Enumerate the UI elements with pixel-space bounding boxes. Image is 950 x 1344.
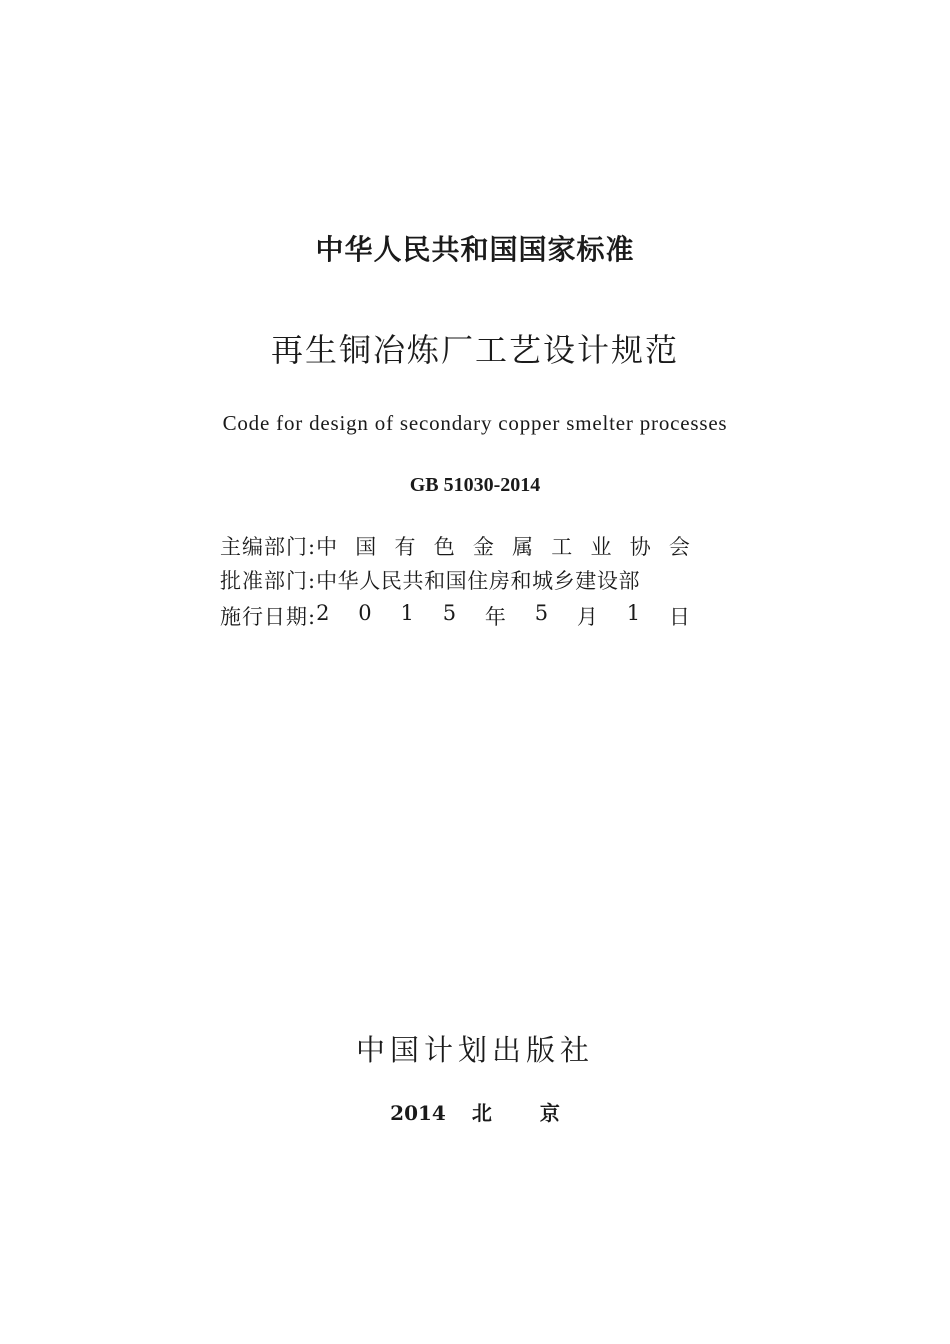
editor-char: 色: [433, 535, 455, 559]
chief-editor-row: [220, 529, 690, 563]
effective-date-label: 施行日期:: [220, 605, 317, 629]
editor-char: 国: [355, 535, 377, 559]
editor-char: 有: [394, 535, 416, 559]
publication-city-char: 京: [539, 1101, 560, 1125]
standard-number: GB 51030-2014: [409, 474, 541, 496]
standard-category-heading: 中华人民共和国国家标准: [315, 233, 635, 266]
editor-char: 业: [590, 535, 612, 559]
effective-date-value: [316, 601, 690, 631]
editor-char: 中: [316, 535, 338, 559]
date-char: 年: [484, 605, 506, 629]
effective-date-row: [220, 599, 690, 633]
date-char: 2: [316, 601, 330, 625]
editor-char: 协: [629, 535, 651, 559]
document-title-chinese: 再生铜冶炼厂工艺设计规范: [270, 331, 679, 369]
date-char: 日: [668, 605, 690, 629]
editor-char: 金: [472, 535, 494, 559]
date-char: 0: [358, 601, 372, 625]
publication-year: 2014: [390, 1101, 446, 1125]
date-char: 1: [626, 601, 641, 625]
approving-department-row: [220, 563, 690, 597]
editor-char: 属: [512, 535, 534, 559]
editor-char: 工: [551, 535, 573, 559]
chief-editor-value: [316, 531, 690, 561]
publication-city-char: 北: [471, 1101, 492, 1125]
date-char: 月: [576, 605, 598, 629]
date-char: 1: [400, 601, 414, 625]
chief-editor-label: 主编部门:: [220, 535, 317, 559]
approving-department-value: 中华人民共和国住房和城乡建设部: [316, 569, 641, 593]
date-char: 5: [442, 601, 457, 625]
editor-char: 会: [668, 535, 690, 559]
date-char: 5: [534, 601, 549, 625]
approving-department-label: 批准部门:: [220, 569, 317, 593]
document-title-english: Code for design of secondary copper smelter processes: [222, 411, 728, 435]
publication-year-city: [0, 1098, 950, 1128]
publisher-name: 中国计划出版社: [355, 1033, 594, 1067]
